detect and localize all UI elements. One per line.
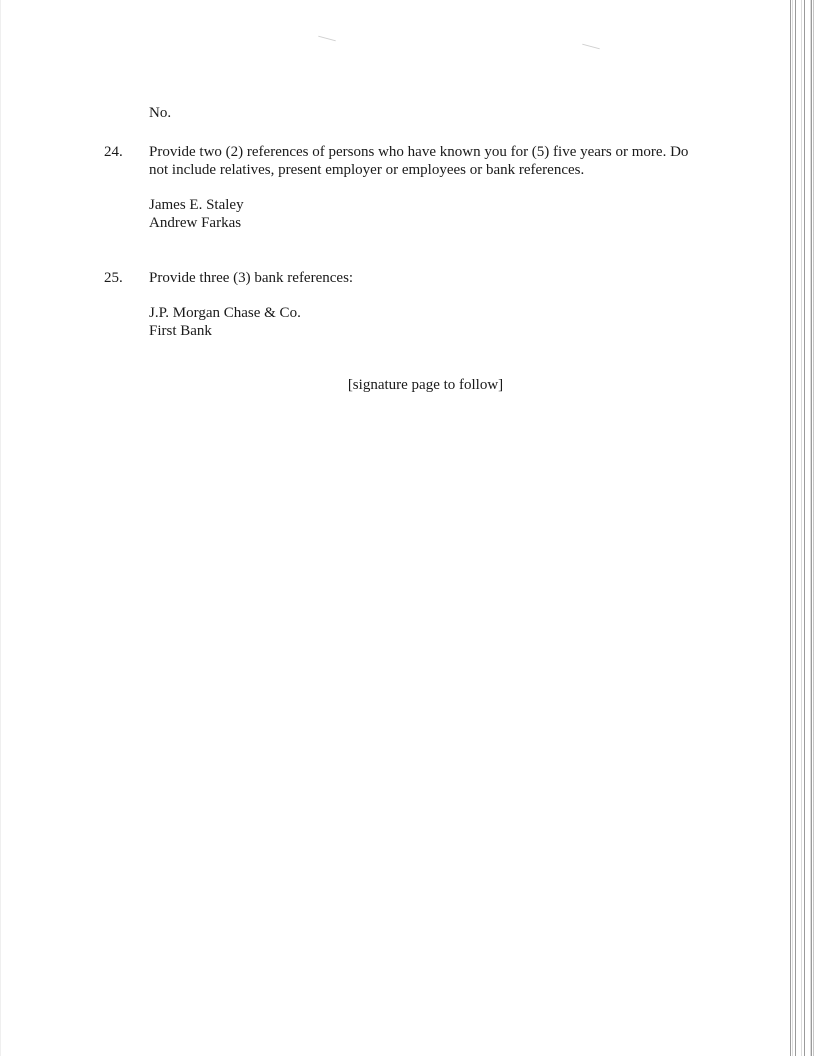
item-25-number: 25. <box>104 270 123 286</box>
scan-edge-line <box>795 0 796 1056</box>
scan-edge-line <box>790 0 791 1056</box>
item-25-question: Provide three (3) bank references: <box>149 270 354 286</box>
item-24-question-line-2: not include relatives, present employer or employees or bank references. <box>149 162 585 178</box>
item-24-reference-2: Andrew Farkas <box>149 215 242 231</box>
item-25-bank-2: First Bank <box>149 323 212 339</box>
scan-edge-line <box>811 0 812 1056</box>
item-23-answer: No. <box>149 105 172 121</box>
item-24-question-line-1: Provide two (2) references of persons who have known you for (5) five years or more. Do <box>149 144 689 160</box>
item-24-number: 24. <box>104 144 123 160</box>
item-25-bank-1: J.P. Morgan Chase & Co. <box>149 305 301 321</box>
scan-artifact-mark <box>582 44 600 50</box>
scan-right-edge <box>790 0 816 1056</box>
scan-edge-line <box>804 0 805 1056</box>
scan-left-edge <box>0 0 1 1056</box>
item-24-reference-1: James E. Staley <box>149 197 244 213</box>
signature-page-note: [signature page to follow] <box>347 377 504 393</box>
scan-artifact-mark <box>318 36 336 42</box>
